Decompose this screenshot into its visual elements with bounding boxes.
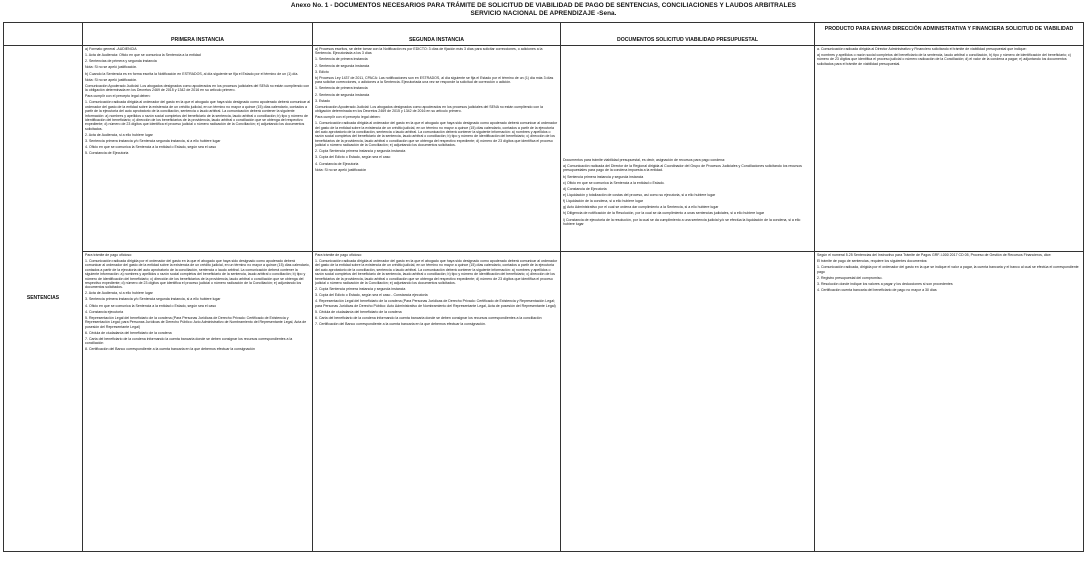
cell-producto-r1 [815,46,1084,252]
paragraph: i) Constancia de ejecutoria de la resolución, por la cual se da cumplimiento a una sentencia judicial y/o se efectúa la liquidación de la condena, si a ello hubiere lugar [563,217,801,226]
paragraph: 3. Copia del Edicto o Estado, según sea el caso - Constancia ejecutoria [315,293,428,298]
paragraph: h) Diligencia de notificación de la Resolución, por la cual se da cumplimiento a unas sentencias judiciales, si a ello hubiere lugar [563,211,765,216]
paragraph: 4. Constancia de Ejecutoria [315,161,359,166]
paragraph: 1. Sentencia de primera instancia [315,86,368,91]
cell-primera-r2 [83,252,313,552]
paragraph: 3. Resolución donde indique los valores a pagar y los deducciones si son procedentes [817,281,953,286]
paragraph: 5. Representación Legal del beneficiario de la condena (Para Personas Jurídicas de Derecho Privado: Certificado de Existencia y Representación Legal; para Personas Jurídicas de Derecho Público: Acto Administrativo de Nombramiento del Representante Legal, Acta de posesión del Representante Legal) [85,315,307,329]
paragraph: 2. Copia Sentencia primera instancia y segunda instancia [315,149,406,154]
paragraph: a. Comunicación radicada dirigida al Director Administrativo y Financiero solicitando el trámite de viabilidad presupuestal que indique: [817,47,1027,51]
paragraph: 6. Carta del beneficiario de la condena informando la cuenta bancaria donde se deben consignar los recursos correspondientes a la conciliación [315,315,542,320]
paragraph: 4. Oficio en que se comunica la Sentencia a la entidad o Estado, según sea el caso [85,303,217,308]
paragraph: c) Oficio en que se comunica la Sentencia a la entidad o Estado. [563,180,665,185]
paragraph: Nota: Si no se apeló justificación [315,167,367,172]
paragraph: 2. Acta de Audiencia, si a ello hubiere lugar [85,291,153,296]
paragraph: b) Sentencia primera instancia y segunda instancia [563,174,644,179]
paragraph: 2. Sentencia de segunda instancia [315,92,370,97]
paragraph: Para cumplir con el precepto legal deben: [85,94,151,99]
table-row [4,252,1084,552]
paragraph: Nota: Si no se apeló justificación. [85,77,138,82]
header-segunda-instancia: SEGUNDA INSTANCIA [313,23,561,46]
paragraph: a) Comunicación radicada del Director de la Regional dirigida al Coordinador del Grupo de Procesos Judiciales y Conciliaciones solicitando los recursos presupuestales para pago de la condena impuesta a la entidad. [563,164,802,173]
paragraph: Según el numeral 5.25 Sentencias del Instructivo para Trámite de Pagos GRF-I-000 2017 CD 05, Proceso de Gestión de Recursos Financieros, dice: [817,253,1052,257]
header-blank [4,23,83,46]
paragraph: Comunicación Apoderado Judicial: Los abogados designados como apoderados en los procesos judiciales del SENA no están cumpliendo con la obligación determinada en los Decretos 2469 de 2015 y 1342 de 2016 en su artículo primero. [85,83,310,93]
cell-segunda-r2 [313,252,561,552]
paragraph: b) Cuando la Sentencia es en forma escrita la Notificación en ESTRADOS, al día siguiente se fija el Estado por el término de un (1) día. [85,71,299,76]
paragraph: e) Liquidación y totalización de costas del proceso, así como su ejecutoria, si a ello hubiere lugar [563,193,716,198]
paragraph: 2. Sentencias de primera y segunda instancia [85,59,157,64]
paragraph: 1. Comunicación radicada dirigida al ordenador del gasto en la que el abogado que haya sido designado como apoderado deberá comunicar al ordenador del gasto de la entidad sobre la existencia de un crédito judicial, en un término no mayor a quince (15) días calendario, contados a partir de la ejecutoria del auto aprobatorio de la conciliación, sentencia o laudo arbitral. La comunicación deberá contener la siguiente información: a) nombres y apellidos o razón social completos del beneficiario de la sentencia, laudo arbitral o conciliación; b) tipo y número de identificación del beneficiario; c) dirección de los beneficiarios de la providencia, laudo arbitral o conciliación que se obtenga del respectivo expediente; d) número de 23 dígitos que identifica el proceso judicial o número radicación de la Conciliación; e) adjuntando los documentos solicitados. [85,100,310,131]
title-line-2: SERVICIO NACIONAL DE APRENDIZAJE -Sena. [470,10,617,17]
paragraph: 2. Registro presupuestal del compromiso. [817,275,883,280]
paragraph: 1. Acta de Audiencia: Oficio en que se comunica la Sentencia a la entidad [85,53,201,58]
paragraph: Nota: Si no se apeló justificación. [85,65,138,70]
paragraph: 7. Certificación del Banco correspondiente a la cuenta bancaria en la que debemos efectuar la consignación. [315,322,486,327]
cell-primera-r1 [83,46,313,252]
paragraph: 4. Oficio en que se comunica la Sentencia a la entidad o Estado, según sea el caso [85,144,217,149]
paragraph: 1. Sentencia de primera instancia [315,57,368,62]
paragraph: 2. Sentencia de segunda instancia [315,63,370,68]
paragraph: 3. Copia del Edicto o Estado, según sea el caso [315,155,391,160]
row-label-sentencias: SENTENCIAS [4,46,83,552]
paragraph: 3. Edicto [315,69,329,74]
cell-documentos-r2 [561,252,815,552]
cell-segunda-r1 [313,46,561,252]
paragraph: 3. Sentencia primera instancia y/o Sentencia segunda instancia, si a ello hubiere lugar [85,138,221,143]
header-primera-instancia: PRIMERA INSTANCIA [83,23,313,46]
paragraph: 5. Cédula de ciudadanía del beneficiario de la condena [315,309,402,314]
paragraph: 6. Cédula de ciudadanía del beneficiario de la condena [85,330,172,335]
paragraph: Para cumplir con el precepto legal deben: [315,115,381,120]
paragraph: Comunicación Apoderado Judicial: Los abogados designados como apoderados en los procesos judiciales del SENA no están cumpliendo con la obligación determinada en los Decretos 2469 de 2015 y 1342 de 2016 en su artículo primero. [315,104,543,114]
cell-producto-r2 [815,252,1084,552]
document-title [0,2,1087,18]
paragraph: f) Liquidación de la condena, si a ello hubiere lugar [563,199,644,204]
paragraph: 1. Comunicación radicada, dirigida por el ordenador del gasto en la que se indique el valor a pagar, la cuenta bancaria y el banco al cual se efectúa el correspondiente pago [817,265,1079,274]
table-row [4,46,1084,252]
paragraph: 1. Comunicación radicada dirigida al ordenador del gasto en la que el abogado que haya sido designado como apoderado deberá comunicar al ordenador del gasto de la entidad sobre la existencia de un crédito judicial, en un término no mayor a quince (15) días calendario, contados a partir de la ejecutoria del auto aprobatorio de la conciliación, sentencia o laudo arbitral. La comunicación deberá contener la siguiente información: a) nombres y apellidos o razón social completos del beneficiario de la sentencia, laudo arbitral o conciliación; b) tipo y número de identificación del beneficiario; c) dirección de los beneficiarios de la providencia, laudo arbitral o conciliación que se obtenga del respectivo expediente; d) número de 23 dígitos que identifica el proceso judicial o número radicación de la Conciliación; e) adjuntando los documentos solicitados. [315,259,558,285]
paragraph: 4. Constancia ejecutoria [85,309,124,314]
header-producto-enviar: PRODUCTO PARA ENVIAR DIRECCIÓN ADMINISTRATIVA Y FINANCIERA SOLICITUD DE VIABILIDAD [815,23,1084,46]
paragraph: 4. Certificación cuenta bancaria del beneficiario de pago no mayor a 30 días [817,288,937,293]
paragraph: 4. Representación Legal del beneficiario de la condena (Para Personas Jurídicas de Derecho Privado: Certificado de Existencia y Representación Legal; para Personas Jurídicas de Derecho Público: Acto Administrativo de Nombramiento del Representante Legal, Acta de posesión del Representante Legal) [315,299,556,308]
paragraph: 1. Comunicación radicada dirigida al ordenador del gasto en la que el abogado que haya sido designado como apoderado deberá comunicar al ordenador del gasto de la entidad sobre la existencia de un crédito judicial, en un término no mayor a quince (15) días calendario, contados a partir de la ejecutoria del auto aprobatorio de la conciliación, sentencia o laudo arbitral. La comunicación deberá contener la siguiente información: a) nombres y apellidos o razón social completos del beneficiario de la sentencia, laudo arbitral o conciliación; b) tipo y número de identificación del beneficiario; c) dirección de los beneficiarios de la providencia, laudo arbitral o conciliación que se obtenga del respectivo expediente; d) número de 23 dígitos que identifica el proceso judicial o número radicación de la Conciliación; e) adjuntando los documentos solicitados. [315,121,558,148]
paragraph: a) nombres y apellidos o razón social completos del beneficiario de la sentencia, laudo arbitral o conciliación, b) tipo y número de identificación del beneficiario; c) número de 23 dígitos que identifica el proceso judicial o número radicación de la Conciliación; d) el valor de la condena a pagar; e) adjuntando los documentos solicitados para el trámite de viabilidad presupuestal. [817,53,1071,66]
paragraph: Para trámite de pago oficioso: [315,253,363,257]
cell-documentos-r1 [561,46,815,252]
requirements-table [3,22,1084,552]
header-row [4,23,1084,46]
paragraph: 7. Carta del beneficiario de la condena informando la cuenta bancaria donde se deben consignar los recursos correspondientes a la conciliación [85,336,293,346]
paragraph: 3. Sentencia primera instancia y/o Sentencia segunda instancia, si a ello hubiere lugar [85,297,221,302]
paragraph: 3. Estado [315,98,330,103]
paragraph: d) Constancia de Ejecutoria [563,186,607,191]
paragraph: 2. Copia Sentencia primera instancia y segunda instancia [315,287,406,291]
header-documentos-viabilidad: DOCUMENTOS SOLICITUD VIABILIDAD PRESUPUESTAL [561,23,815,46]
title-line-1: Anexo No. 1 - DOCUMENTOS NECESARIOS PARA TRÁMITE DE SOLICITUD DE VIABILIDAD DE PAGO DE SENTENCIAS, CONCILIACIONES Y LAUDOS ARBITRALES [290,2,797,9]
paragraph: 2. Acta de Audiencia, si a ello hubiere lugar [85,132,153,137]
paragraph: Para trámite de pago oficioso: [85,253,133,257]
paragraph: 5. Constancia de Ejecutoria [85,151,129,156]
paragraph: El trámite de pago de sentencias, requiere los siguientes documentos: [817,259,928,264]
paragraph: g) Acto Administrativo por el cual se ordena dar cumplimiento a la Sentencia, si a ello hubiere lugar [563,205,719,210]
paragraph: 1. Comunicación radicada dirigida por el ordenador del gasto en la que el abogado que haya sido designado como apoderado deberá comunicar al ordenador del gasto de la entidad sobre la existencia de un crédito judicial, en un término no mayor a quince (15) días calendario, contados a partir de la ejecutoria del auto aprobatorio de la conciliación, sentencia o laudo arbitral. La comunicación deberá contener la siguiente información: a) nombres y apellidos o razón social completos del beneficiario de la sentencia, laudo arbitral o conciliación; b) tipo y número de identificación del beneficiario; c) dirección de los beneficiarios de la providencia, laudo arbitral o conciliación que se obtenga del respectivo expediente; d) número de 23 dígitos que identifica el proceso judicial o número radicación de la Conciliación; e) adjuntando los documentos solicitados. [85,259,310,290]
paragraph: b) Procesos Ley 1437 de 2011, CPACA: Las notificaciones son en ESTRADOS, al día siguiente se fija el Estado por el término de un (1) día más 3 días para solicitar correcciones, o adiciones a la Sentencia. Ejecutoriada una vez se responde la solicitud de corrección o adición. [315,75,554,85]
paragraph: Documentos para trámite viabilidad presupuestal, es decir, asignación de recursos para pago condena: [563,158,726,162]
paragraph: 8. Certificación del Banco correspondiente a la cuenta bancaria en la que debemos efectuar la consignación [85,347,255,352]
paragraph: a) Procesos escritos, se debe tomar con la Notificación es por EDICTO: 3 días de fijación más 3 días para solicitar correcciones, o adiciones a la Sentencia. Ejecutoriada a los 3 días [315,47,543,56]
paragraph: a) Formato general -AUDIENCIA [85,47,137,51]
